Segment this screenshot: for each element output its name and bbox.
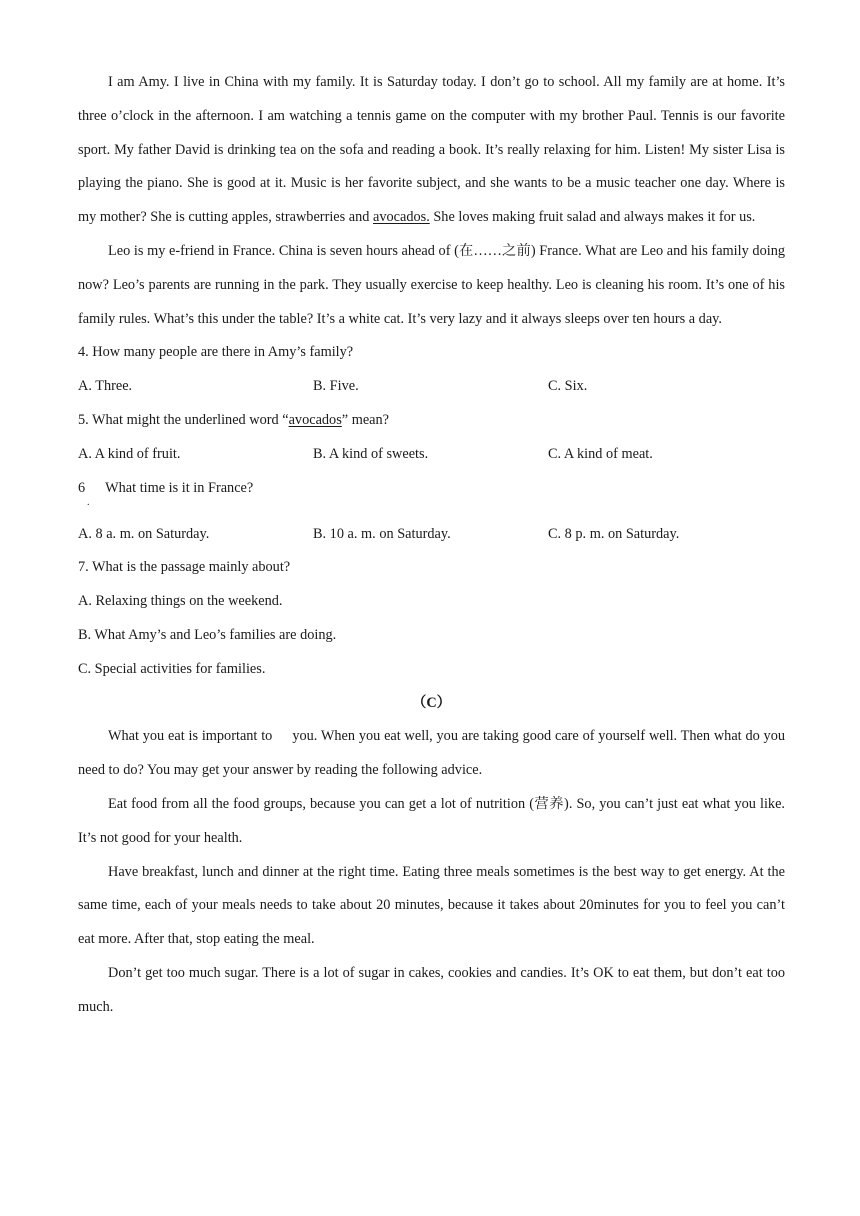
option-b: B. 10 a. m. on Saturday.	[313, 525, 451, 542]
option-a: A. 8 a. m. on Saturday.	[78, 525, 210, 542]
underlined-word: avocados.	[373, 209, 430, 226]
passage-text: She loves making fruit salad and always makes it for us.	[429, 209, 756, 226]
passage-c-paragraph-4: Don’t get too much sugar. There is a lot of sugar in cakes, cookies and candies. It’s OK to eat them, but don’t eat too much.	[78, 964, 785, 1015]
option-a: A. A kind of fruit.	[78, 445, 181, 462]
question-number: 6	[78, 479, 86, 496]
passage-text: I am Amy. I live in China with my family. It is Saturday today. I don’t go to school. All my family are at home. It’s three o’clock in the afternoon. I am watching a tennis game on the computer with my brother Paul. Tennis is our favorite sport. My father David is drinking tea on the sofa and reading a book. It’s really relaxing for him. Listen! My sister Lisa is playing the piano. She is good at it. Music is her favorite subject, and she wants to be a music teacher one day. Where is my mother? She is cutting apples, strawberries and	[78, 74, 785, 226]
question-5	[78, 404, 785, 438]
passage-c-paragraph-3: Have breakfast, lunch and dinner at the right time. Eating three meals sometimes is the best way to get energy. At the same time, each of your meals needs to take about 20 minutes, because it takes about 20minutes for you to feel you can’t eat more. After that, stop eating the meal.	[78, 863, 785, 948]
question-6	[78, 476, 785, 508]
passage-text: What you eat is important to	[108, 728, 273, 745]
passage-b-paragraph-1	[78, 66, 785, 235]
question-text: 5. What might the underlined word “	[78, 411, 289, 428]
option-c: C. A kind of meat.	[548, 445, 653, 462]
option-b: B. A kind of sweets.	[313, 445, 429, 462]
question-7: 7. What is the passage mainly about?	[78, 559, 291, 576]
passage-c-paragraph-1	[78, 720, 785, 788]
passage-b-paragraph-2: Leo is my e-friend in France. China is seven hours ahead of (在……之前) France. What are Leo and his family doing now? Leo’s parents are running in the park. They usually exercise to keep healthy. Leo is cleaning his room. It’s one of his family rules. What’s this under the table? It’s a white cat. It’s very lazy and it always sleeps over ten hours a day.	[78, 242, 785, 327]
question-5-options	[78, 438, 785, 472]
section-title: （C）	[412, 694, 451, 711]
question-6-options	[78, 518, 785, 552]
question-text: What time is it in France?	[105, 479, 254, 496]
underlined-word: avocados	[288, 411, 342, 428]
option-c: C. Six.	[548, 378, 588, 395]
option-a: A. Three.	[78, 378, 133, 395]
question-text: ” mean?	[341, 411, 390, 428]
document-page	[78, 0, 785, 1025]
question-4-options	[78, 370, 785, 404]
option-c: C. Special activities for families.	[78, 660, 266, 677]
option-b: B. What Amy’s and Leo’s families are doing.	[78, 626, 337, 643]
option-c: C. 8 p. m. on Saturday.	[548, 525, 680, 542]
option-a: A. Relaxing things on the weekend.	[78, 593, 283, 610]
question-dot: .	[87, 496, 90, 508]
passage-text: you. When you eat well, you are taking good care of yourself well. Then what do you need to do? You may get your answer by reading the following advice.	[78, 728, 785, 779]
option-b: B. Five.	[313, 378, 359, 395]
passage-c-paragraph-2: Eat food from all the food groups, because you can get a lot of nutrition (营养). So, you can’t just eat what you like. It’s not good for your health.	[78, 795, 785, 846]
question-4: 4. How many people are there in Amy’s family?	[78, 344, 354, 361]
